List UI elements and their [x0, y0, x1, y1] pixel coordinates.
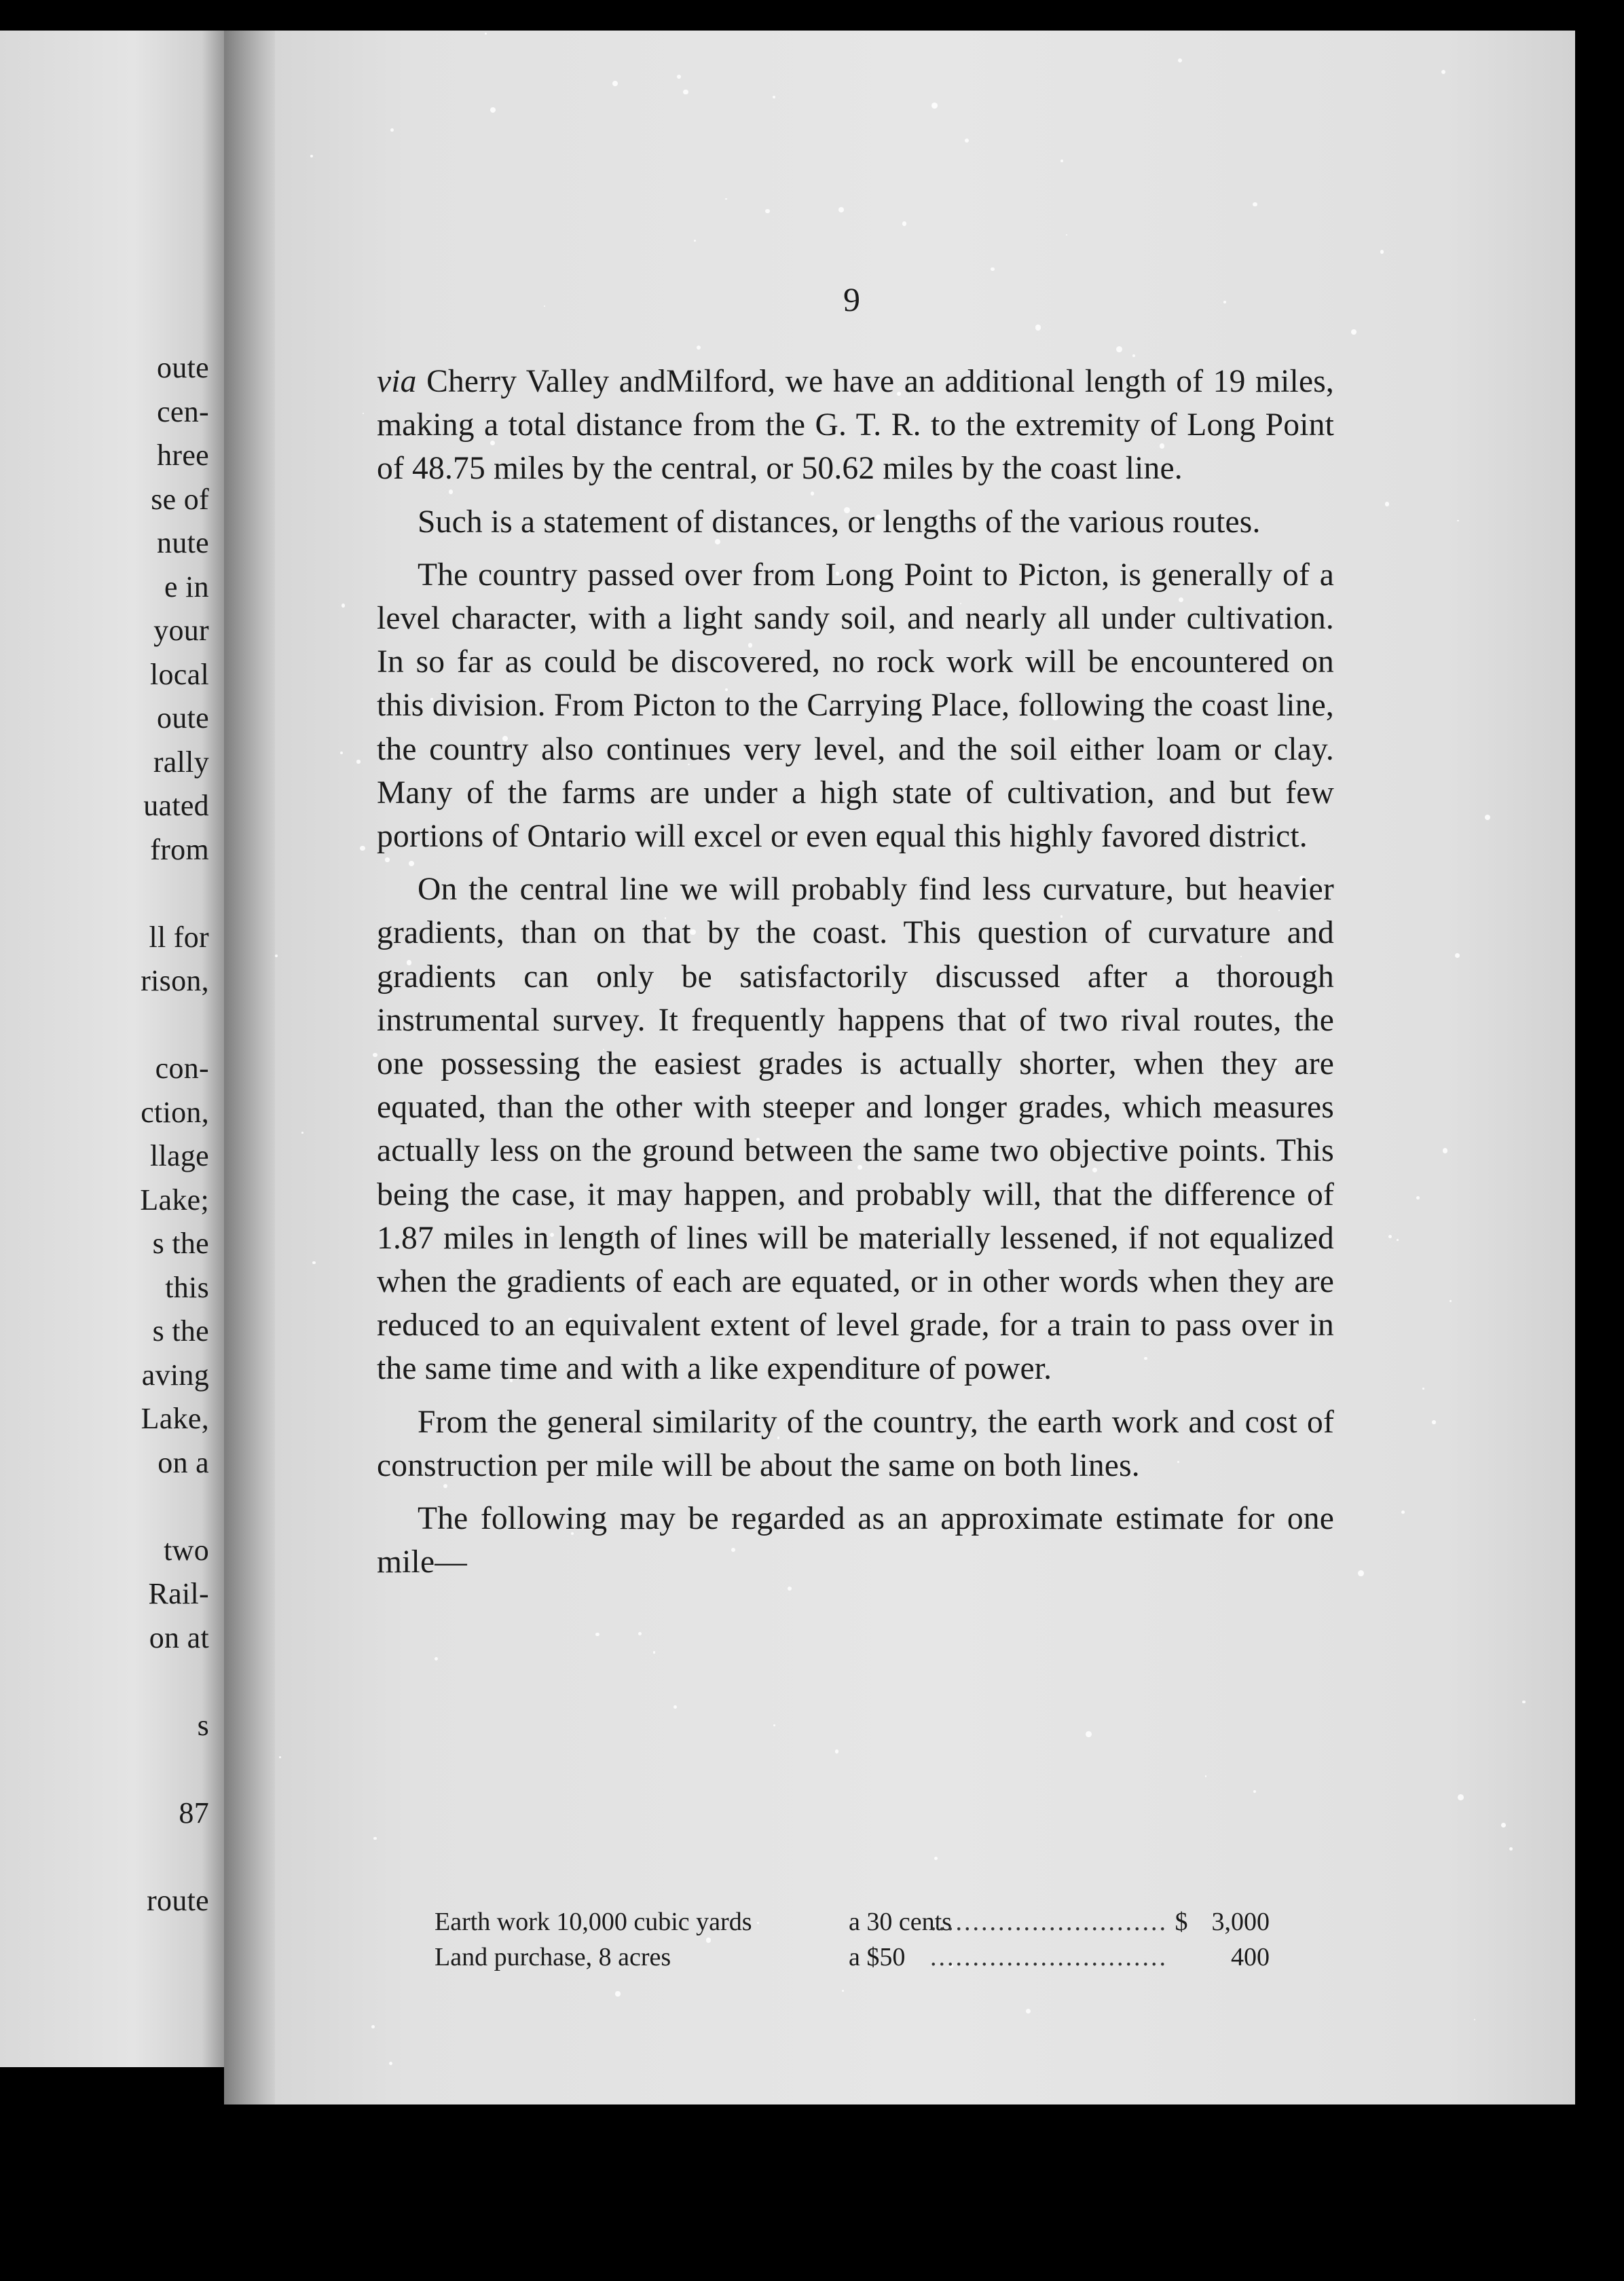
scan-speck — [1358, 1570, 1364, 1576]
scan-speck — [1401, 1510, 1405, 1514]
left-page-fragment: on at — [149, 1620, 209, 1654]
scan-speck — [1422, 1388, 1424, 1390]
scan-speck — [1351, 329, 1357, 335]
left-page-fragment: con- — [155, 1052, 209, 1085]
scan-speck — [835, 1749, 838, 1753]
left-page-fragment: hree — [157, 439, 209, 472]
paragraph-4: On the central line we will probably find less curvature, but heavier gradients, than on that by the coast. This question of curvature and gradients can only be satisfactorily discussed after a thorough instrumental survey. It frequently happens that of two rival routes, the one possessing the easiest grades is actually shorter, when they are equated, than the other with steeper and longer grades, which measures actually less on the ground between the same two objective points. This being the case, it may happen, and probably will, that the difference of 1.87 miles in length of lines will be materially lessened, if not equalized when the gradients of each are equated, or in other words when they are reduced to an equivalent extent of level grade, for a train to pass over in the same time and with a like expenditure of power. — [377, 872, 1334, 1387]
scan-speck — [765, 209, 769, 213]
scan-speck — [1380, 250, 1384, 253]
scan-speck — [356, 760, 360, 763]
scan-speck — [1132, 354, 1135, 357]
left-page-fragment: Rail- — [148, 1577, 209, 1610]
left-page-fragment: your — [153, 614, 209, 647]
scan-speck — [773, 96, 775, 98]
estimate-item: Land purchase, 8 acres — [435, 1943, 671, 1971]
scan-speck — [838, 207, 844, 212]
left-page — [0, 31, 224, 2067]
scan-speck — [638, 1632, 642, 1635]
scan-speck — [991, 267, 994, 271]
scan-speck — [1060, 160, 1063, 162]
paragraph-1 — [377, 360, 1334, 491]
left-page-fragment: ction, — [141, 1095, 209, 1129]
scan-speck — [694, 240, 696, 242]
scan-speck — [683, 90, 688, 94]
scan-speck — [1455, 953, 1460, 958]
scan-speck — [340, 752, 343, 754]
scan-speck — [360, 846, 365, 851]
scan-speck — [595, 1633, 599, 1636]
left-page-fragment: on a — [158, 1445, 209, 1479]
estimate-table — [435, 1904, 1270, 1975]
left-page-fragment: uated — [143, 789, 209, 822]
body-text — [377, 360, 1334, 1593]
leader-dots — [930, 1940, 1168, 1975]
left-page-fragment: aving — [141, 1358, 209, 1392]
scan-speck — [363, 413, 365, 415]
scan-speck — [1253, 202, 1257, 207]
scan-speck — [435, 1657, 438, 1661]
page-number: 9 — [843, 280, 860, 318]
scan-speck — [1388, 1235, 1392, 1238]
left-page-fragment: s the — [152, 1227, 209, 1260]
scan-speck — [773, 1724, 775, 1726]
scan-speck — [1178, 58, 1183, 63]
estimate-rate: a $50 — [849, 1943, 906, 1971]
book-gutter — [224, 31, 275, 2104]
paragraph-3: The country passed over from Long Point to Picton, is generally of a level character, with a light sandy soil, and nearly all under cultivation. In so far as could be discovered, no rock work will be encountered on this division. From Picton to the Carrying Place, following the coast line, the country also continues very level, and the soil either loam or clay. Many of the farms are under a high state of cultivation, and but few portions of Ontario will excel or even equal this highly favored district. — [377, 557, 1334, 855]
paragraph-1-italic: via — [377, 364, 417, 399]
scan-speck — [1066, 234, 1067, 236]
scan-speck — [1397, 1239, 1399, 1241]
scan-speck — [1116, 346, 1122, 352]
scan-speck — [485, 33, 487, 35]
scan-speck — [342, 604, 345, 607]
scan-speck — [902, 221, 907, 226]
scan-speck — [544, 305, 546, 308]
estimate-item: Earth work 10,000 cubic yards — [435, 1908, 752, 1936]
estimate-row — [435, 1904, 1270, 1940]
scan-speck — [1026, 2009, 1031, 2014]
scan-speck — [1509, 1847, 1513, 1851]
left-page-fragment: Lake; — [140, 1183, 209, 1217]
scan-speck — [279, 1756, 281, 1758]
paragraph-1-text: Cherry Valley andMilford, we have an additional length of 19 miles, making a total distance from the G. T. R. to the extremity of Long Point of 48.75 miles by the central, or 50.62 miles by the coast line. — [377, 364, 1334, 487]
left-page-fragment: from — [150, 832, 209, 866]
scan-speck — [615, 1991, 620, 1996]
scan-speck — [1522, 1701, 1525, 1703]
scan-speck — [931, 103, 938, 109]
scan-speck — [1205, 1775, 1207, 1777]
scan-speck — [389, 2062, 392, 2065]
left-page-fragment: two — [164, 1533, 209, 1567]
scan-speck — [653, 1651, 656, 1654]
left-page-fragment: s — [197, 1708, 209, 1742]
scan-speck — [490, 107, 496, 113]
scan-speck — [1441, 70, 1445, 74]
scan-border — [1575, 0, 1624, 2281]
scan-speck — [1450, 1300, 1452, 1302]
scan-speck — [1035, 324, 1041, 331]
estimate-amount: 3,000 — [1211, 1908, 1270, 1936]
left-page-fragment: oute — [157, 351, 209, 384]
scan-speck — [1474, 2019, 1475, 2020]
left-page-fragment: rison, — [141, 964, 209, 997]
left-page-fragment: nute — [157, 526, 209, 559]
scan-speck — [1501, 1823, 1506, 1828]
paragraph-6: The following may be regarded as an approximate estimate for one mile— — [377, 1501, 1334, 1580]
scan-speck — [1253, 1790, 1256, 1793]
left-page-fragment: llage — [149, 1139, 209, 1172]
leader-dots — [930, 1904, 1168, 1940]
scan-speck — [1086, 1731, 1092, 1737]
scan-speck — [1457, 520, 1459, 522]
scan-speck — [373, 1837, 377, 1840]
left-page-fragment: route — [147, 1883, 209, 1917]
scan-speck — [612, 81, 618, 86]
scan-speck — [390, 128, 394, 132]
estimate-row — [435, 1940, 1270, 1975]
scan-speck — [965, 138, 969, 143]
estimate-amount: 400 — [1231, 1943, 1270, 1971]
left-page-fragment: s the — [152, 1314, 209, 1348]
estimate-rate: a 30 cents — [849, 1908, 952, 1936]
scan-speck — [1385, 502, 1390, 506]
scan-speck — [1416, 1196, 1420, 1200]
left-page-fragment: ll for — [149, 920, 209, 954]
scan-speck — [934, 1857, 938, 1860]
left-page-fragment: 87 — [179, 1796, 209, 1830]
left-page-fragment: oute — [157, 701, 209, 735]
scan-speck — [310, 155, 313, 157]
scan-speck — [842, 1990, 844, 1992]
scan-speck — [1485, 815, 1490, 820]
scan-speck — [1432, 1420, 1435, 1424]
paragraph-5: From the general similarity of the country, the earth work and cost of construction per mile will be about the same on both lines. — [377, 1404, 1334, 1483]
paragraph-2: Such is a statement of distances, or lengths of the various routes. — [418, 504, 1261, 540]
left-page-fragment: cen- — [157, 394, 209, 428]
scan-speck — [1458, 1794, 1464, 1800]
scan-speck — [301, 1132, 303, 1134]
scan-speck — [677, 75, 681, 79]
scan-speck — [371, 2025, 375, 2028]
scan-speck — [1443, 1148, 1448, 1153]
left-page-fragment: rally — [153, 745, 209, 779]
left-page-fragment: se of — [151, 482, 209, 516]
scan-speck — [725, 198, 727, 200]
scan-speck — [275, 954, 278, 957]
left-page-fragment: Lake, — [141, 1402, 209, 1435]
left-page-fragment: e in — [164, 570, 209, 604]
left-page-fragment: local — [149, 657, 209, 691]
scan-speck — [673, 1705, 677, 1709]
left-page-fragment: this — [165, 1270, 209, 1304]
estimate-currency: $ — [1175, 1908, 1188, 1936]
scan-speck — [697, 346, 701, 350]
scan-speck — [1223, 301, 1226, 303]
scan-speck — [312, 1261, 315, 1264]
